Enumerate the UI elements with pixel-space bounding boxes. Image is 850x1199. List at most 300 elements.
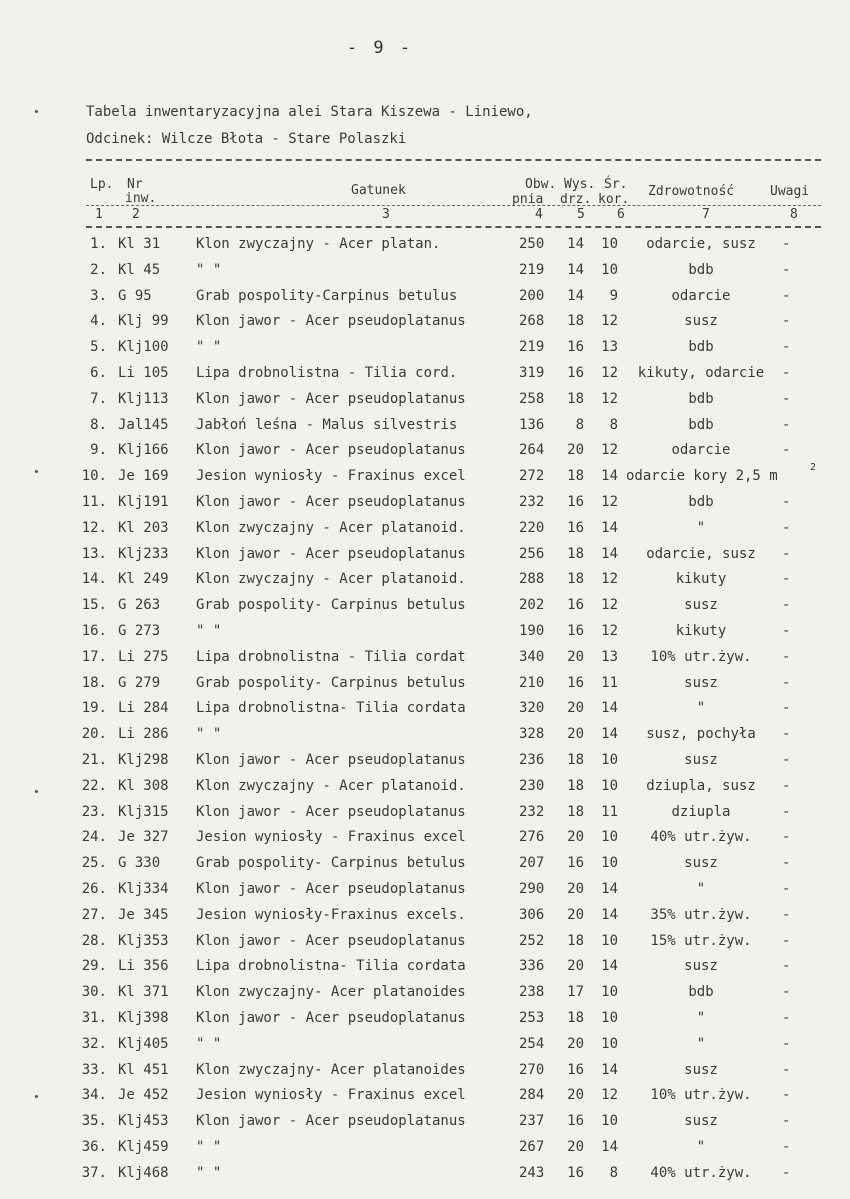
cell-obw: 270 — [519, 1061, 545, 1078]
cell-lp: 24. — [81, 829, 107, 846]
cell-uwagi: - — [782, 597, 791, 614]
cell-sr: 14 — [601, 468, 618, 485]
cell-sr: 8 — [609, 1164, 618, 1181]
cell-nr: Li 105 — [118, 365, 169, 381]
cell-species: Jesion wyniosły - Fraxinus excel — [196, 1087, 466, 1104]
table-row — [0, 804, 850, 830]
cell-uwagi: - — [782, 261, 791, 278]
header-sr: Śr. — [604, 177, 628, 192]
header-uwagi: Uwagi — [770, 184, 810, 199]
header-top-rule — [86, 159, 821, 161]
cell-health: kikuty, odarcie — [637, 365, 765, 381]
cell-uwagi: - — [782, 984, 791, 1001]
cell-wys: 20 — [567, 700, 584, 717]
cell-uwagi: - — [782, 752, 791, 768]
cell-health: kikuty — [675, 571, 727, 588]
cell-sr: 14 — [601, 906, 618, 923]
cell-wys: 18 — [567, 777, 584, 794]
cell-obw: 254 — [519, 1035, 545, 1052]
cell-nr: Klj459 — [118, 1139, 169, 1155]
cell-lp: 27. — [81, 906, 107, 923]
table-row — [0, 1062, 850, 1088]
cell-wys: 20 — [567, 881, 584, 897]
cell-uwagi: - — [782, 1113, 791, 1130]
cell-sr: 14 — [601, 881, 618, 897]
cell-nr: G 95 — [118, 287, 152, 304]
cell-nr: Jal145 — [118, 416, 169, 433]
cell-species: Klon zwyczajny- Acer platanoides — [196, 1061, 466, 1078]
cell-sr: 12 — [601, 597, 618, 614]
cell-lp: 25. — [81, 855, 107, 872]
cell-health: susz — [684, 1061, 718, 1078]
cell-uwagi: - — [782, 571, 791, 588]
cell-sr: 10 — [601, 829, 618, 846]
cell-wys: 18 — [567, 545, 584, 562]
header-kor: kor. — [598, 192, 630, 207]
table-row — [0, 1010, 850, 1036]
cell-lp: 6. — [90, 365, 107, 381]
column-number: 6 — [617, 207, 625, 222]
cell-wys: 16 — [567, 1164, 584, 1181]
cell-health: odarcie kory 2,5 m — [626, 468, 778, 485]
superscript-mark: 2 — [810, 462, 817, 474]
cell-sr: 9 — [609, 287, 618, 304]
cell-obw: 230 — [519, 777, 545, 794]
cell-uwagi: - — [782, 416, 791, 433]
cell-health: susz — [684, 958, 718, 975]
cell-species: Jesion wyniosły - Fraxinus excel — [196, 829, 466, 846]
cell-wys: 14 — [567, 261, 584, 278]
table-row — [0, 933, 850, 959]
cell-nr: Klj 99 — [118, 313, 169, 330]
cell-lp: 3. — [90, 287, 107, 304]
table-row — [0, 313, 850, 339]
cell-species: Jesion wyniosły-Fraxinus excels. — [196, 906, 466, 923]
cell-species: Klon jawor - Acer pseudoplatanus — [196, 390, 466, 407]
cell-species: " " — [196, 261, 222, 278]
cell-health: dziupla, susz — [646, 777, 756, 794]
cell-sr: 13 — [601, 339, 618, 356]
cell-lp: 36. — [81, 1139, 107, 1155]
cell-obw: 207 — [519, 855, 545, 872]
cell-nr: Klj398 — [118, 1010, 169, 1026]
table-row — [0, 829, 850, 855]
cell-species: Klon jawor - Acer pseudoplatanus — [196, 881, 466, 897]
cell-nr: Kl 308 — [118, 777, 169, 794]
cell-species: Grab pospolity-Carpinus betulus — [196, 287, 458, 304]
cell-nr: Li 356 — [118, 958, 169, 975]
cell-species: Klon jawor - Acer pseudoplatanus — [196, 313, 466, 330]
cell-uwagi: - — [782, 1087, 791, 1104]
table-row — [0, 855, 850, 881]
table-row — [0, 391, 850, 417]
header-drz: drz. — [560, 192, 592, 207]
cell-sr: 8 — [609, 416, 618, 433]
cell-sr: 14 — [601, 545, 618, 562]
cell-lp: 14. — [81, 571, 107, 588]
table-row — [0, 623, 850, 649]
cell-wys: 20 — [567, 906, 584, 923]
cell-health: " — [696, 519, 706, 536]
cell-nr: Kl 203 — [118, 519, 169, 536]
cell-health: " — [696, 1139, 706, 1155]
cell-health: odarcie — [671, 287, 731, 304]
cell-obw: 136 — [519, 416, 545, 433]
cell-species: Jesion wyniosły - Fraxinus excel — [196, 468, 466, 485]
header-wys: Wys. — [564, 177, 596, 192]
cell-nr: G 263 — [118, 597, 161, 614]
column-number: 2 — [132, 207, 140, 222]
cell-obw: 220 — [519, 519, 545, 536]
cell-obw: 290 — [519, 881, 545, 897]
cell-obw: 243 — [519, 1164, 545, 1181]
cell-nr: G 279 — [118, 674, 161, 691]
cell-wys: 18 — [567, 390, 584, 407]
cell-obw: 267 — [519, 1139, 545, 1155]
cell-sr: 13 — [601, 648, 618, 665]
cell-wys: 18 — [567, 571, 584, 588]
punch-hole-mark — [35, 110, 38, 113]
cell-obw: 210 — [519, 674, 545, 691]
cell-species: Grab pospolity- Carpinus betulus — [196, 674, 466, 691]
cell-species: Klon jawor - Acer pseudoplatanus — [196, 494, 466, 510]
column-number: 4 — [535, 207, 543, 222]
cell-wys: 16 — [567, 519, 584, 536]
cell-wys: 20 — [567, 829, 584, 846]
cell-obw: 258 — [519, 390, 545, 407]
cell-uwagi: - — [782, 1035, 791, 1052]
cell-species: Klon zwyczajny - Acer platan. — [196, 236, 441, 252]
cell-obw: 284 — [519, 1087, 545, 1104]
cell-sr: 10 — [601, 855, 618, 872]
cell-nr: Klj113 — [118, 390, 169, 407]
cell-wys: 16 — [567, 597, 584, 614]
cell-health: susz — [684, 597, 718, 614]
cell-health: bdb — [688, 984, 714, 1001]
header-mid-rule — [86, 205, 821, 206]
cell-nr: Klj353 — [118, 932, 169, 949]
column-number: 1 — [95, 207, 103, 222]
cell-nr: Klj468 — [118, 1164, 169, 1181]
cell-species: Lipa drobnolistna - Tilia cordat — [196, 648, 466, 665]
cell-nr: Je 327 — [118, 829, 169, 846]
cell-sr: 11 — [601, 674, 618, 691]
cell-wys: 16 — [567, 674, 584, 691]
cell-uwagi: - — [782, 442, 791, 459]
cell-wys: 16 — [567, 1061, 584, 1078]
table-row — [0, 462, 850, 494]
cell-nr: Klj191 — [118, 494, 169, 510]
table-row — [0, 1139, 850, 1165]
cell-species: Klon jawor - Acer pseudoplatanus — [196, 442, 466, 459]
cell-lp: 5. — [90, 339, 107, 356]
cell-sr: 10 — [601, 984, 618, 1001]
cell-obw: 319 — [519, 365, 545, 381]
table-row — [0, 417, 850, 443]
cell-obw: 202 — [519, 597, 545, 614]
table-row — [0, 700, 850, 726]
cell-sr: 14 — [601, 726, 618, 743]
cell-wys: 18 — [567, 1010, 584, 1026]
table-row — [0, 675, 850, 701]
cell-health: " — [696, 1035, 706, 1052]
cell-health: susz — [684, 313, 718, 330]
cell-wys: 20 — [567, 726, 584, 743]
cell-obw: 200 — [519, 287, 545, 304]
cell-health: dziupla — [671, 803, 731, 820]
table-row — [0, 1113, 850, 1139]
cell-uwagi: - — [782, 365, 791, 381]
cell-wys: 18 — [567, 468, 584, 485]
cell-nr: Kl 451 — [118, 1061, 169, 1078]
cell-wys: 20 — [567, 1035, 584, 1052]
cell-species: Klon jawor - Acer pseudoplatanus — [196, 545, 466, 562]
cell-obw: 190 — [519, 623, 545, 639]
cell-lp: 32. — [81, 1035, 107, 1052]
cell-wys: 20 — [567, 1139, 584, 1155]
cell-health: " — [696, 881, 706, 897]
cell-obw: 250 — [519, 236, 545, 252]
cell-obw: 253 — [519, 1010, 545, 1026]
cell-sr: 12 — [601, 1087, 618, 1104]
cell-health: 35% utr.żyw. — [650, 906, 752, 923]
table-row — [0, 546, 850, 572]
cell-sr: 10 — [601, 1010, 618, 1026]
cell-uwagi: - — [782, 829, 791, 846]
cell-health: bdb — [688, 416, 714, 433]
cell-obw: 236 — [519, 752, 545, 768]
header-inw: inw. — [125, 191, 157, 206]
cell-uwagi: - — [782, 494, 791, 510]
cell-nr: Je 169 — [118, 468, 169, 485]
cell-uwagi: - — [782, 519, 791, 536]
cell-lp: 20. — [81, 726, 107, 743]
cell-species: Klon jawor - Acer pseudoplatanus — [196, 1010, 466, 1026]
table-row — [0, 752, 850, 778]
cell-health: 40% utr.żyw. — [650, 829, 752, 846]
table-row — [0, 1087, 850, 1113]
table-row — [0, 339, 850, 365]
header-obw: Obw. — [525, 177, 557, 192]
cell-nr: Li 284 — [118, 700, 169, 717]
cell-obw: 272 — [519, 468, 545, 485]
cell-uwagi: - — [782, 932, 791, 949]
cell-species: " " — [196, 1164, 222, 1181]
cell-sr: 14 — [601, 1139, 618, 1155]
cell-uwagi: - — [782, 1164, 791, 1181]
cell-uwagi: - — [782, 777, 791, 794]
cell-uwagi: - — [782, 313, 791, 330]
cell-species: Lipa drobnolistna- Tilia cordata — [196, 700, 466, 717]
cell-species: Klon jawor - Acer pseudoplatanus — [196, 1113, 466, 1130]
cell-sr: 10 — [601, 932, 618, 949]
cell-wys: 16 — [567, 623, 584, 639]
cell-obw: 232 — [519, 494, 545, 510]
cell-species: " " — [196, 1139, 222, 1155]
cell-health: bdb — [688, 339, 714, 356]
cell-nr: G 273 — [118, 623, 161, 639]
cell-lp: 11. — [81, 494, 107, 510]
cell-uwagi: - — [782, 287, 791, 304]
cell-health: odarcie, susz — [646, 236, 756, 252]
cell-sr: 12 — [601, 313, 618, 330]
cell-health: susz — [684, 674, 718, 691]
cell-sr: 10 — [601, 1113, 618, 1130]
cell-sr: 14 — [601, 700, 618, 717]
cell-lp: 35. — [81, 1113, 107, 1130]
cell-lp: 29. — [81, 958, 107, 975]
cell-uwagi: - — [782, 958, 791, 975]
cell-wys: 16 — [567, 855, 584, 872]
cell-obw: 264 — [519, 442, 545, 459]
cell-lp: 22. — [81, 777, 107, 794]
cell-wys: 14 — [567, 236, 584, 252]
cell-nr: Klj100 — [118, 339, 169, 356]
cell-lp: 21. — [81, 752, 107, 768]
cell-obw: 219 — [519, 261, 545, 278]
cell-lp: 4. — [90, 313, 107, 330]
cell-lp: 19. — [81, 700, 107, 717]
cell-wys: 16 — [567, 1113, 584, 1130]
cell-lp: 15. — [81, 597, 107, 614]
table-row — [0, 1165, 850, 1191]
cell-lp: 7. — [90, 390, 107, 407]
cell-obw: 268 — [519, 313, 545, 330]
cell-species: Klon zwyczajny - Acer platanoid. — [196, 519, 466, 536]
cell-uwagi: - — [782, 339, 791, 356]
cell-uwagi: - — [782, 803, 791, 820]
cell-wys: 8 — [575, 416, 584, 433]
header-gatunek: Gatunek — [351, 183, 406, 198]
cell-health: odarcie — [671, 442, 731, 459]
cell-lp: 9. — [90, 442, 107, 459]
cell-lp: 31. — [81, 1010, 107, 1026]
column-number: 3 — [382, 207, 390, 222]
cell-lp: 37. — [81, 1164, 107, 1181]
cell-nr: Klj166 — [118, 442, 169, 459]
cell-lp: 34. — [81, 1087, 107, 1104]
cell-uwagi: - — [782, 855, 791, 872]
table-row — [0, 520, 850, 546]
cell-lp: 10. — [81, 468, 107, 485]
cell-obw: 320 — [519, 700, 545, 717]
cell-sr: 10 — [601, 261, 618, 278]
cell-nr: Kl 31 — [118, 236, 161, 252]
cell-obw: 237 — [519, 1113, 545, 1130]
cell-health: 40% utr.żyw. — [650, 1164, 752, 1181]
cell-wys: 20 — [567, 648, 584, 665]
cell-nr: Klj405 — [118, 1035, 169, 1052]
header-nr: Nr — [127, 177, 143, 192]
cell-obw: 340 — [519, 648, 545, 665]
cell-uwagi: - — [782, 1139, 791, 1155]
cell-wys: 16 — [567, 494, 584, 510]
cell-health: bdb — [688, 261, 714, 278]
cell-obw: 256 — [519, 545, 545, 562]
cell-sr: 12 — [601, 623, 618, 639]
cell-nr: Klj315 — [118, 803, 169, 820]
page-number: - 9 - — [346, 38, 414, 58]
cell-health: 10% utr.żyw. — [650, 1087, 752, 1104]
cell-uwagi: - — [782, 881, 791, 897]
cell-health: 15% utr.żyw. — [650, 932, 752, 949]
cell-sr: 14 — [601, 958, 618, 975]
cell-wys: 20 — [567, 1087, 584, 1104]
cell-health: odarcie, susz — [646, 545, 756, 562]
cell-sr: 10 — [601, 777, 618, 794]
table-row — [0, 1036, 850, 1062]
cell-species: " " — [196, 1035, 222, 1052]
cell-nr: Li 286 — [118, 726, 169, 743]
cell-sr: 11 — [601, 803, 618, 820]
table-row — [0, 778, 850, 804]
column-number: 8 — [790, 207, 798, 222]
cell-nr: Kl 249 — [118, 571, 169, 588]
cell-health: susz — [684, 1113, 718, 1130]
cell-obw: 336 — [519, 958, 545, 975]
table-row — [0, 726, 850, 752]
cell-species: Klon zwyczajny- Acer platanoides — [196, 984, 466, 1001]
cell-lp: 13. — [81, 545, 107, 562]
cell-wys: 18 — [567, 932, 584, 949]
cell-obw: 306 — [519, 906, 545, 923]
cell-nr: Je 452 — [118, 1087, 169, 1104]
table-row — [0, 365, 850, 391]
table-row — [0, 442, 850, 468]
cell-sr: 12 — [601, 365, 618, 381]
cell-species: Klon zwyczajny - Acer platanoid. — [196, 571, 466, 588]
cell-lp: 12. — [81, 519, 107, 536]
cell-nr: Klj334 — [118, 881, 169, 897]
cell-obw: 238 — [519, 984, 545, 1001]
table-title: Tabela inwentaryzacyjna alei Stara Kiszewa - Liniewo, — [86, 104, 533, 120]
cell-health: susz, pochyła — [646, 726, 756, 743]
cell-obw: 276 — [519, 829, 545, 846]
cell-lp: 33. — [81, 1061, 107, 1078]
cell-health: " — [696, 700, 706, 717]
cell-wys: 18 — [567, 752, 584, 768]
header-pnia: pnia — [512, 192, 544, 207]
header-bottom-rule — [86, 226, 821, 228]
cell-nr: Klj453 — [118, 1113, 169, 1130]
cell-uwagi: - — [782, 623, 791, 639]
cell-wys: 20 — [567, 442, 584, 459]
table-row — [0, 984, 850, 1010]
cell-wys: 18 — [567, 803, 584, 820]
cell-lp: 1. — [90, 236, 107, 252]
cell-nr: G 330 — [118, 855, 161, 872]
cell-health: susz — [684, 752, 718, 768]
cell-lp: 26. — [81, 881, 107, 897]
cell-wys: 18 — [567, 313, 584, 330]
cell-nr: Klj298 — [118, 752, 169, 768]
cell-lp: 30. — [81, 984, 107, 1001]
cell-wys: 16 — [567, 339, 584, 356]
cell-uwagi: - — [782, 545, 791, 562]
table-row — [0, 597, 850, 623]
cell-lp: 18. — [81, 674, 107, 691]
cell-species: Klon zwyczajny - Acer platanoid. — [196, 777, 466, 794]
cell-sr: 10 — [601, 1035, 618, 1052]
section-subtitle: Odcinek: Wilcze Błota - Stare Polaszki — [86, 131, 407, 147]
cell-sr: 10 — [601, 752, 618, 768]
header-lp: Lp. — [90, 177, 114, 192]
cell-lp: 16. — [81, 623, 107, 639]
cell-species: Klon jawor - Acer pseudoplatanus — [196, 932, 466, 949]
cell-uwagi: - — [782, 648, 791, 665]
cell-health: susz — [684, 855, 718, 872]
table-row — [0, 881, 850, 907]
